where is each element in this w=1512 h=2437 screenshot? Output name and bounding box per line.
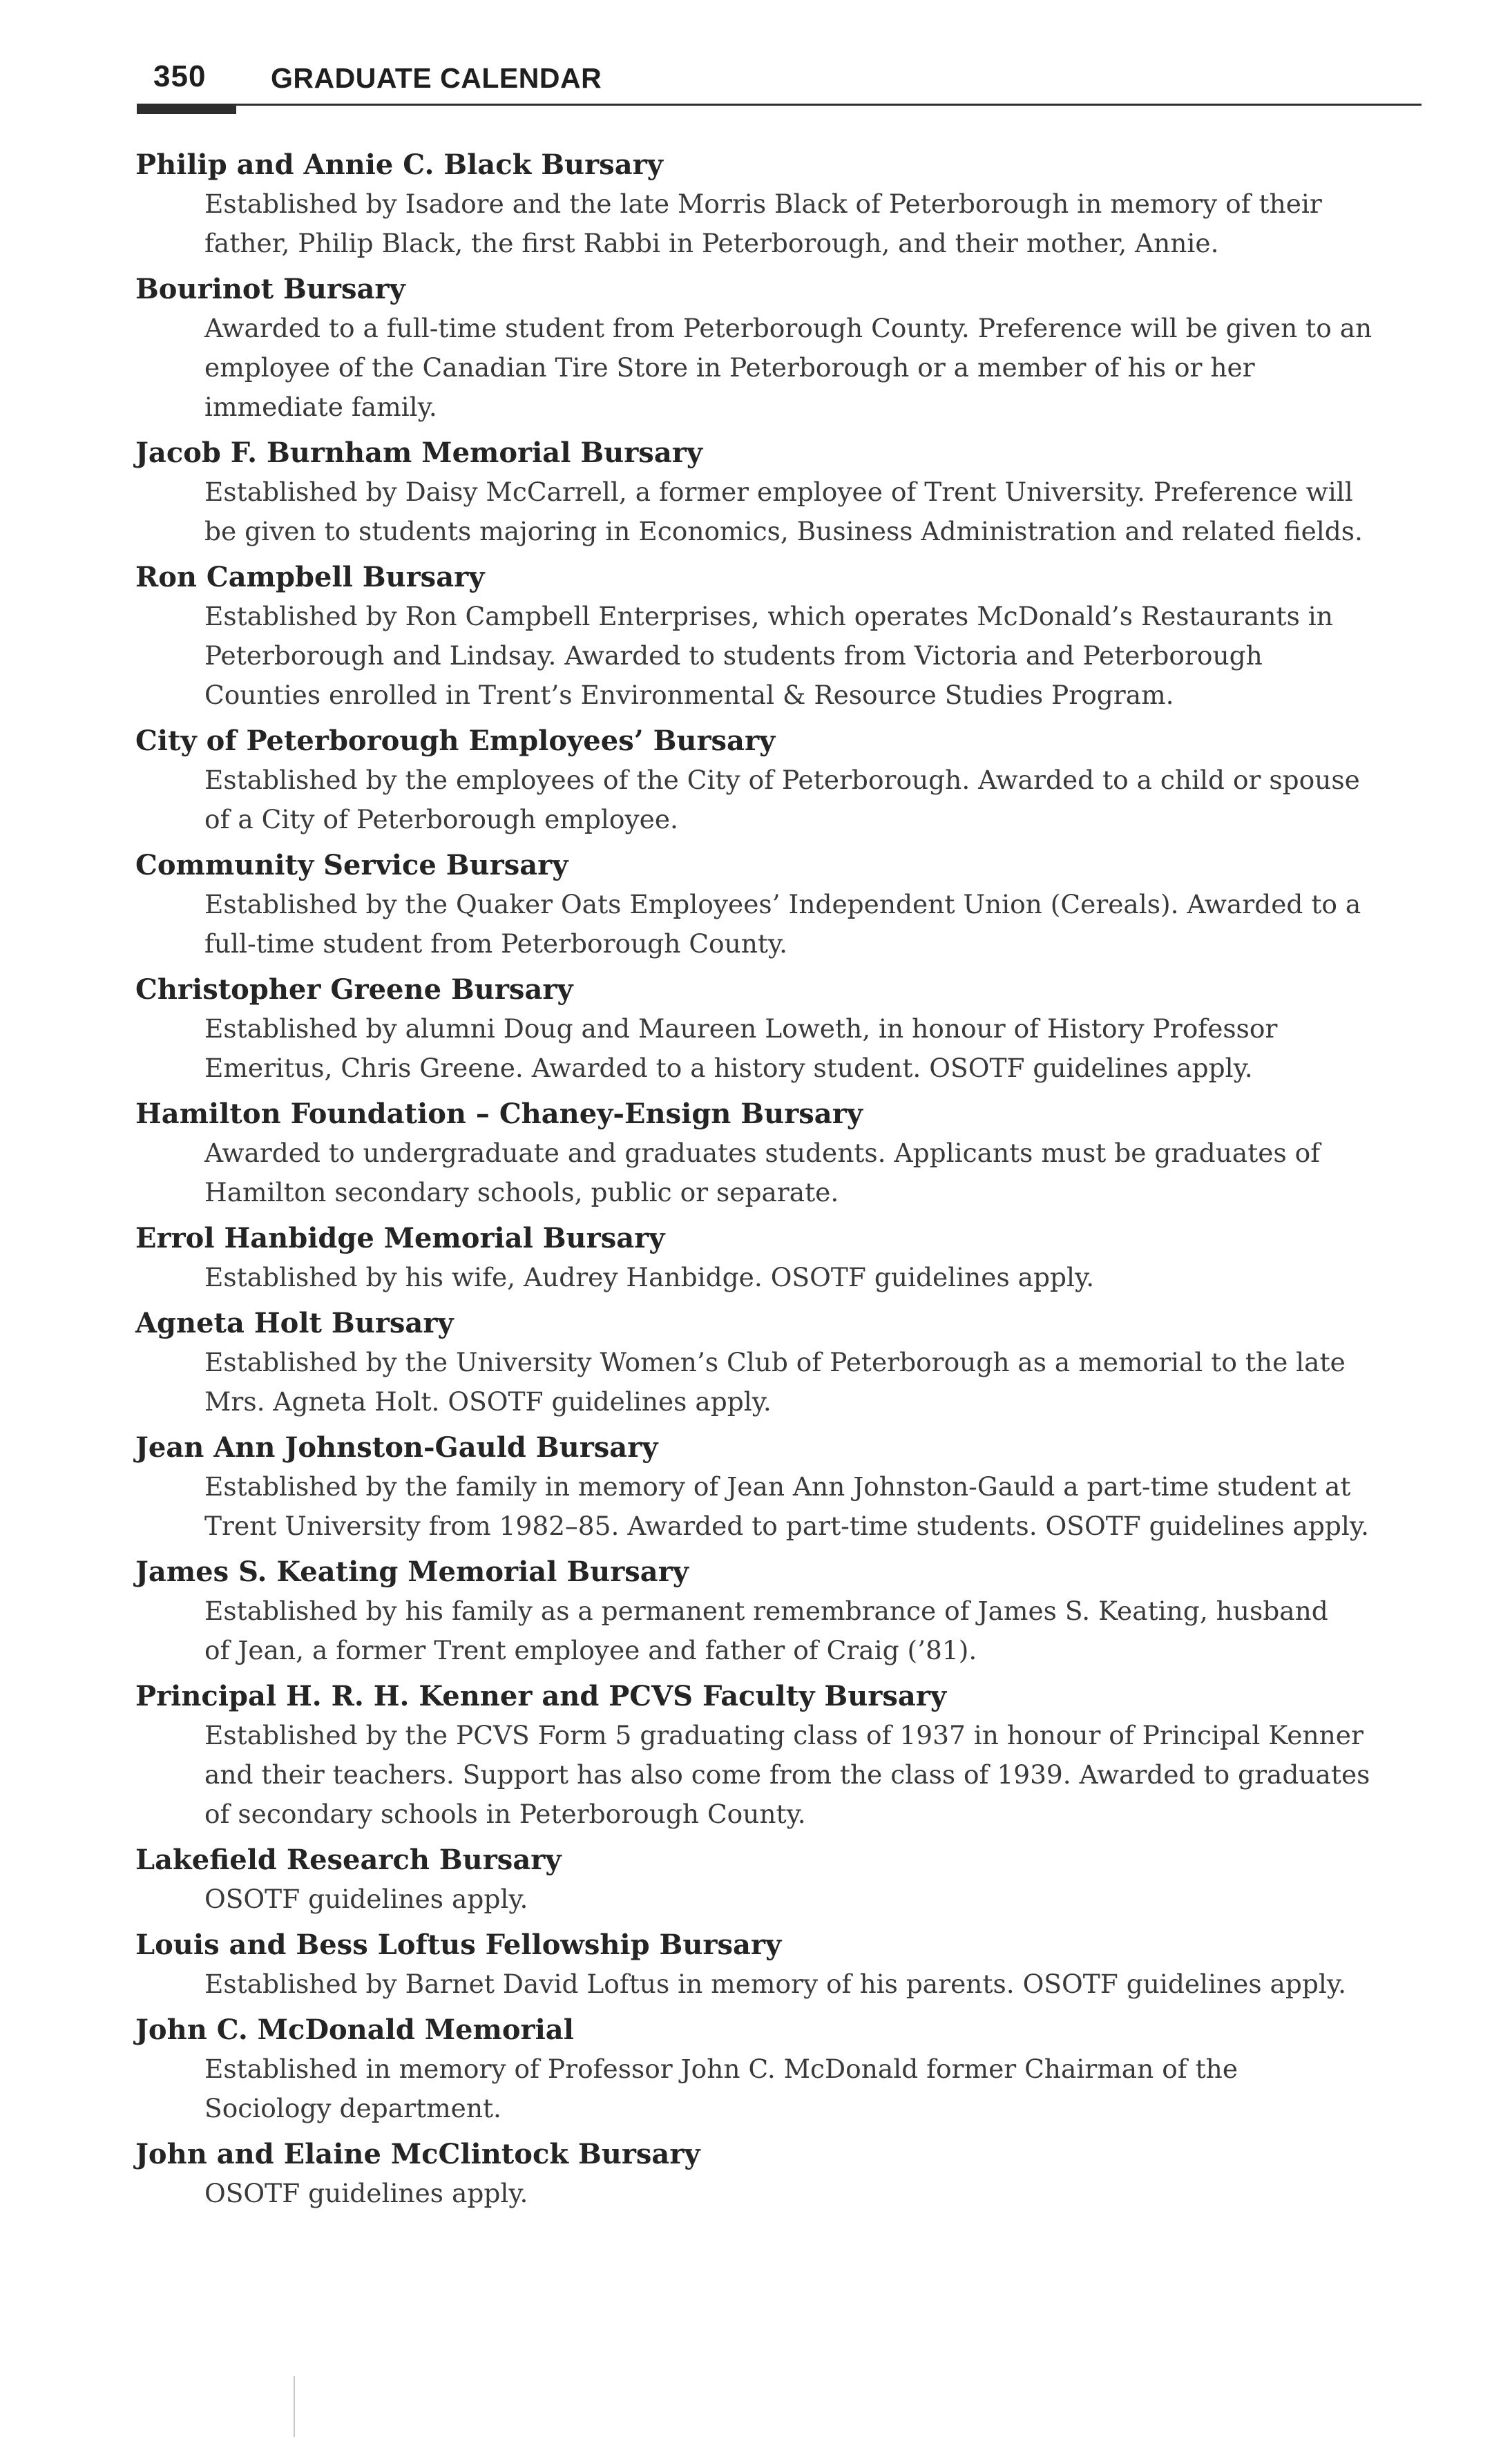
bursary-entry [135,557,1420,715]
bursary-entry [135,433,1420,551]
bursary-title: Bourinot Bursary [135,273,405,305]
description-line: Established by the University Women’s Club of Peterborough as a memorial to the late [204,1347,1346,1377]
description-line: Sociology department. [204,2093,501,2123]
bursary-title: Louis and Bess Loftus Fellowship Bursary [135,1929,782,1961]
bursary-description [204,1716,1420,1834]
bursary-description [204,1965,1420,2004]
bursary-title: Jean Ann Johnston-Gauld Bursary [135,1431,658,1464]
bursary-entry [135,970,1420,1088]
bursary-title: James S. Keating Memorial Bursary [135,1556,689,1588]
description-line: Established by the PCVS Form 5 graduating class of 1937 in honour of Principal Kenner [204,1720,1363,1750]
bursary-title: Errol Hanbidge Memorial Bursary [135,1222,665,1254]
bursary-description [204,885,1420,964]
page-number: 350 [153,59,207,93]
bursary-description [204,1258,1420,1297]
bursary-list [135,145,1420,2219]
running-title: GRADUATE CALENDAR [271,62,602,94]
bursary-entry [135,1094,1420,1212]
bursary-entry [135,1428,1420,1546]
bursary-title: John and Elaine McClintock Bursary [135,2138,700,2170]
bursary-title: Agneta Holt Bursary [135,1307,454,1339]
description-line: Established by his wife, Audrey Hanbidge. OSOTF guidelines apply. [204,1262,1095,1292]
bursary-title: Lakefield Research Bursary [135,1844,562,1876]
bursary-description [204,1592,1420,1670]
description-line: OSOTF guidelines apply. [204,1884,528,1914]
description-line: Mrs. Agneta Holt. OSOTF guidelines apply. [204,1386,772,1417]
bursary-description [204,1467,1420,1546]
bursary-entry [135,1303,1420,1422]
description-line: father, Philip Black, the first Rabbi in Peterborough, and their mother, Annie. [204,228,1219,258]
bursary-title: Principal H. R. H. Kenner and PCVS Faculty Bursary [135,1680,947,1712]
description-line: Established by alumni Doug and Maureen Loweth, in honour of History Professor [204,1013,1278,1044]
description-line: of Jean, a former Trent employee and father of Craig (’81). [204,1635,977,1665]
bursary-entry [135,1218,1420,1297]
page-header [137,54,1422,116]
description-line: OSOTF guidelines apply. [204,2178,528,2208]
description-line: Emeritus, Chris Greene. Awarded to a history student. OSOTF guidelines apply. [204,1053,1253,1083]
scan-gutter-mark [294,2376,295,2437]
bursary-description [204,1343,1420,1422]
bursary-entry [135,1676,1420,1834]
description-line: Established by Ron Campbell Enterprises, which operates McDonald’s Restaurants in [204,601,1333,631]
bursary-description [204,472,1420,551]
bursary-title: Philip and Annie C. Black Bursary [135,149,663,181]
description-line: Established by Barnet David Loftus in memory of his parents. OSOTF guidelines apply. [204,1969,1347,1999]
bursary-title: Hamilton Foundation – Chaney-Ensign Bursary [135,1098,863,1130]
bursary-description [204,761,1420,839]
bursary-entry [135,1552,1420,1670]
bursary-entry [135,1840,1420,1919]
bursary-description [204,597,1420,715]
description-line: Awarded to undergraduate and graduates students. Applicants must be graduates of [204,1138,1321,1168]
bursary-entry [135,2010,1420,2128]
description-line: immediate family. [204,392,437,422]
bursary-title: Jacob F. Burnham Memorial Bursary [135,437,703,469]
bursary-description [204,1880,1420,1919]
bursary-description [204,184,1420,263]
bursary-description [204,1134,1420,1212]
bursary-title: City of Peterborough Employees’ Bursary [135,725,776,757]
description-line: and their teachers. Support has also come from the class of 1939. Awarded to graduates [204,1759,1370,1790]
description-line: Hamilton secondary schools, public or separate. [204,1177,839,1207]
bursary-description [204,2049,1420,2128]
bursary-entry [135,1925,1420,2004]
bursary-entry [135,721,1420,839]
description-line: Established by Isadore and the late Morris Black of Peterborough in memory of their [204,189,1322,219]
bursary-entry [135,269,1420,427]
description-line: Trent University from 1982–85. Awarded to part-time students. OSOTF guidelines apply. [204,1511,1369,1541]
description-line: Established by Daisy McCarrell, a former employee of Trent University. Preference will [204,477,1353,507]
bursary-title: Christopher Greene Bursary [135,973,573,1006]
description-line: Peterborough and Lindsay. Awarded to students from Victoria and Peterborough [204,640,1263,671]
description-line: full-time student from Peterborough County. [204,928,788,959]
bursary-entry [135,2134,1420,2213]
description-line: Established by the family in memory of Jean Ann Johnston-Gauld a part-time student at [204,1471,1351,1502]
description-line: of a City of Peterborough employee. [204,804,678,834]
bursary-title: Ron Campbell Bursary [135,561,485,593]
description-line: Counties enrolled in Trent’s Environmental & Resource Studies Program. [204,680,1174,710]
bursary-description [204,1009,1420,1088]
description-line: employee of the Canadian Tire Store in Peterborough or a member of his or her [204,352,1255,383]
bursary-entry [135,845,1420,964]
bursary-description [204,309,1420,427]
bursary-title: Community Service Bursary [135,849,568,881]
bursary-title: John C. McDonald Memorial [135,2014,574,2046]
header-rule [137,104,1422,106]
description-line: of secondary schools in Peterborough County. [204,1799,806,1829]
header-rule-tab [137,104,236,114]
description-line: be given to students majoring in Economics, Business Administration and related fields. [204,516,1363,546]
description-line: Awarded to a full-time student from Peterborough County. Preference will be given to an [204,313,1372,343]
description-line: Established by his family as a permanent remembrance of James S. Keating, husband [204,1596,1328,1626]
description-line: Established in memory of Professor John C. McDonald former Chairman of the [204,2054,1238,2084]
bursary-entry [135,145,1420,263]
bursary-description [204,2174,1420,2213]
description-line: Established by the employees of the City of Peterborough. Awarded to a child or spouse [204,765,1360,795]
description-line: Established by the Quaker Oats Employees’ Independent Union (Cereals). Awarded to a [204,889,1361,919]
